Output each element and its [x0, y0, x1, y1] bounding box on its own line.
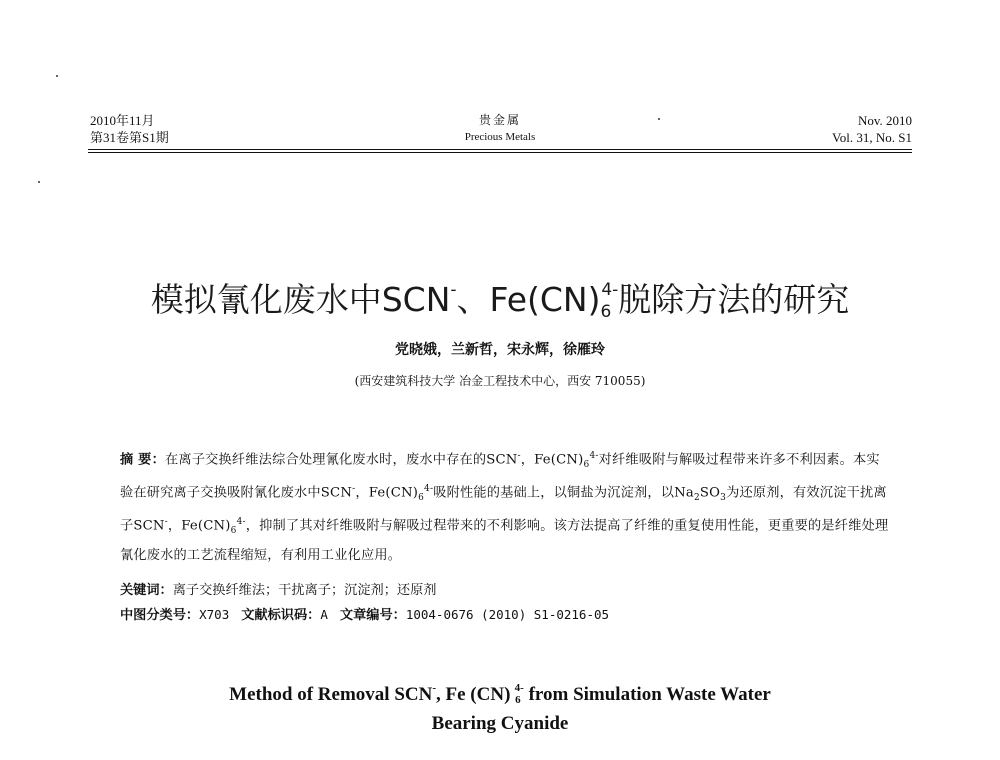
article-number-value: 1004-0676 (2010) S1-0216-05: [405, 607, 610, 622]
abstract-sup: 4-: [424, 484, 434, 495]
journal-name-zh: 贵金属: [478, 113, 521, 127]
abstract-sup: 4-: [589, 451, 599, 461]
abstract-text: 为还原剂，有效沉淀干扰离子SCN: [120, 485, 887, 534]
abstract: [120, 444, 890, 568]
abstract-label: 摘 要：: [120, 452, 165, 468]
header-volume-en: Vol. 31, No. S1: [832, 130, 912, 145]
doc-code-label: 文献标识码：: [241, 608, 321, 623]
header-date-en: Nov. 2010: [857, 113, 912, 128]
title-sub: 6: [600, 302, 612, 322]
en-title-text-1: Method of Removal SCN: [229, 684, 433, 705]
english-title-line-1: [0, 676, 1000, 712]
header-rule-top: [88, 149, 912, 150]
english-title: [0, 676, 1000, 736]
scan-speck: [38, 181, 40, 183]
abstract-text: 在离子交换纤维法综合处理氰化废水时，废水中存在的SCN: [164, 452, 518, 468]
english-title-line-2: Bearing Cyanide: [431, 713, 569, 734]
abstract-text: 吸附性能的基础上，以铜盐为沉淀剂，以Na: [433, 485, 694, 501]
abstract-text: ，Fe(CN): [167, 518, 231, 534]
abstract-text: ，Fe(CN): [520, 452, 584, 468]
article-number-label: 文章编号：: [339, 608, 406, 623]
clc-label: 中图分类号：: [120, 608, 200, 623]
abstract-sub: 6: [418, 493, 425, 504]
author-list: 党晓娥，兰新哲，宋永辉，徐雁玲: [395, 342, 605, 358]
keywords-text: 离子交换纤维法；干扰离子；沉淀剂；还原剂: [172, 583, 437, 598]
running-header: [88, 112, 912, 152]
header-date-volume-en: [832, 112, 912, 146]
clc-value: X703: [199, 607, 230, 622]
title-text-2: 、Fe(CN): [456, 280, 601, 319]
abstract-sub: 6: [583, 460, 590, 471]
abstract-sup: -: [164, 517, 168, 528]
en-title-text-3: from Simulation Waste Water: [523, 684, 771, 705]
header-rule-bottom: [88, 152, 912, 153]
header-journal: [88, 112, 912, 146]
classification-line: [120, 604, 890, 627]
keywords: [120, 580, 890, 602]
abstract-text: 对纤维吸附与解吸过程带来许多不利因素。本实验在研究离子交换吸附氰化废水中SCN: [120, 452, 880, 501]
title-text-3: 脱除方法的研究: [618, 280, 850, 319]
abstract-sub: 2: [693, 493, 700, 504]
title-sup-2: 4-: [601, 280, 619, 300]
header-date: 2010年11月: [90, 113, 155, 128]
journal-name-en: Precious Metals: [464, 131, 536, 143]
affiliation: (西安建筑科技大学 冶金工程技术中心，西安 710055): [354, 374, 646, 388]
en-title-sup-1: -: [432, 682, 437, 694]
en-title-sup-2: 4-: [514, 682, 524, 694]
abstract-sub: 3: [720, 493, 727, 504]
keywords-label: 关键词：: [120, 583, 173, 598]
abstract-text: ，Fe(CN): [355, 485, 419, 501]
header-volume: 第31卷第S1期: [90, 130, 169, 145]
title-sup-1: -: [450, 280, 457, 300]
paper-title: [60, 268, 940, 334]
en-title-sub: 6: [515, 694, 521, 706]
scan-speck: [56, 75, 58, 77]
abstract-sub: 6: [230, 526, 237, 537]
doc-code-value: A: [320, 607, 328, 622]
abstract-sup: -: [352, 484, 356, 495]
abstract-sup: -: [517, 451, 521, 461]
title-text-1: 模拟氰化废水中SCN: [150, 280, 451, 319]
en-title-text-2: , Fe (CN): [436, 684, 516, 705]
abstract-text: ，抑制了其对纤维吸附与解吸过程带来的不利影响。该方法提高了纤维的重复使用性能，更重要的是纤维处理氰化废水的工艺流程缩短，有利用工业化应用。: [120, 518, 889, 563]
abstract-text: SO: [699, 485, 721, 501]
abstract-sup: 4-: [236, 517, 246, 528]
